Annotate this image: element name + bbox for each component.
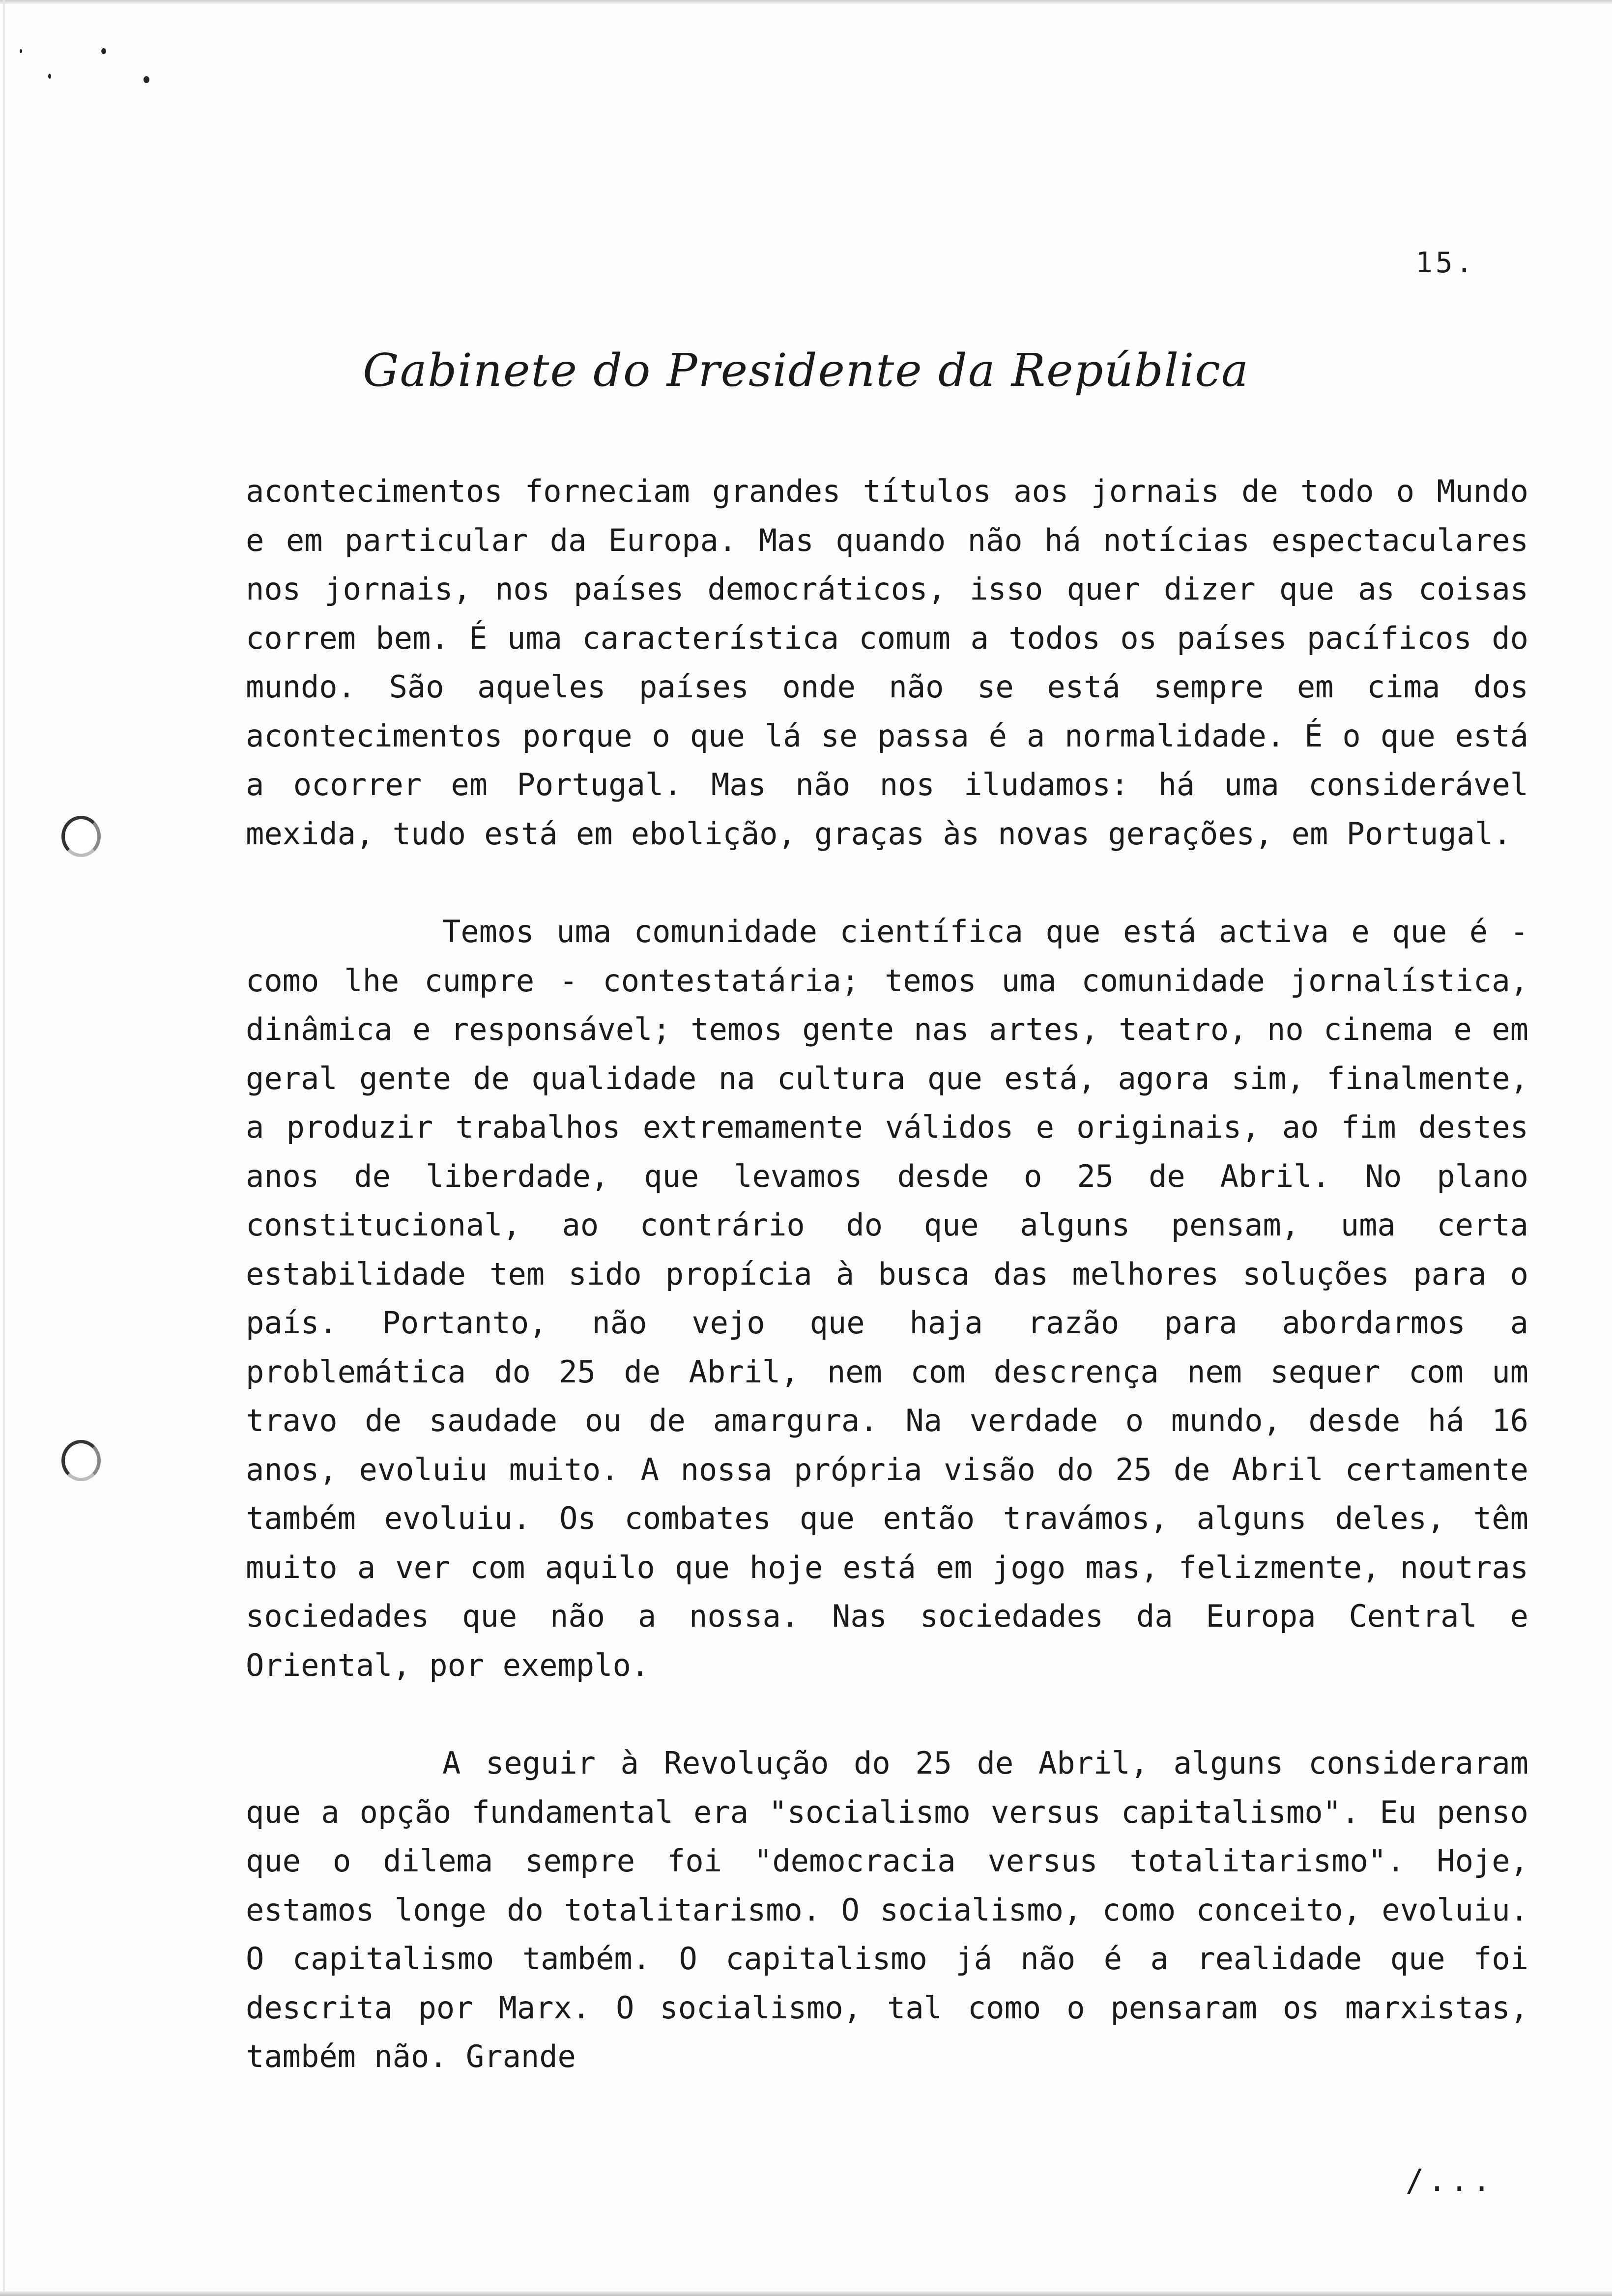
page-number: 15. xyxy=(1415,246,1476,279)
punch-hole-lower xyxy=(61,1440,101,1481)
continuation-mark: /... xyxy=(1406,2162,1495,2198)
scan-speck xyxy=(101,48,106,54)
scan-top-edge xyxy=(0,0,1612,4)
scan-speck xyxy=(20,49,22,53)
scan-speck xyxy=(48,74,51,79)
scan-speck xyxy=(144,76,149,83)
punch-hole-upper xyxy=(61,816,101,857)
paragraph-2: Temos uma comunidade científica que está activa e que é - como lhe cumpre - contestatária; temos uma comunidade jornalística, dinâmica e responsável; temos gente nas artes, teatro, no cinema e em geral gente de qualidade na cultura que está, agora sim, finalmente, a produzir trabalhos extremamente válidos e originais, ao fim destes anos de liberdade, que levamos desde o 25 de Abril. No plano constitucional, ao contrário do que alguns pensam, uma certa estabilidade tem sido propícia à busca das melhores soluções para o país. Portanto, não vejo que haja razão para abordarmos a problemática do 25 de Abril, nem com descrença nem sequer com um travo de saudade ou de amargura. Na verdade o mundo, desde há 16 anos, evoluiu muito. A nossa própria visão do 25 de Abril certamente também evoluiu. Os combates que então travámos, alguns deles, têm muito a ver com aquilo que hoje está em jogo mas, felizmente, noutras sociedades que não a nossa. Nas sociedades da Europa Central e Oriental, por exemplo. xyxy=(246,914,1528,1683)
paragraph-1: acontecimentos forneciam grandes títulos aos jornais de todo o Mundo e em particular da Europa. Mas quando não há notícias espectaculares nos jornais, nos países democráticos, isso quer dizer que as coisas correm bem. É uma característica comum a todos os países pacíficos do mundo. São aqueles países onde não se está sempre em cima dos acontecimentos porque o que lá se passa é a normalidade. É o que está a ocorrer em Portugal. Mas não nos iludamos: há uma considerável mexida, tudo está em ebolição, graças às novas gerações, em Portugal. xyxy=(246,473,1528,852)
body-text xyxy=(246,467,1528,2130)
scan-bottom-edge xyxy=(0,2291,1612,2296)
paragraph-3: A seguir à Revolução do 25 de Abril, alguns consideraram que a opção fundamental era "socialismo versus capitalismo". Eu penso que o dilema sempre foi "democracia versus totalitarismo". Hoje, estamos longe do totalitarismo. O socialismo, como conceito, evoluiu. O capitalismo também. O capitalismo já não é a realidade que foi descrita por Marx. O socialismo, tal como o pensaram os marxistas, também não. Grande xyxy=(246,1745,1528,2074)
letterhead: Gabinete do Presidente da República xyxy=(363,344,1249,397)
